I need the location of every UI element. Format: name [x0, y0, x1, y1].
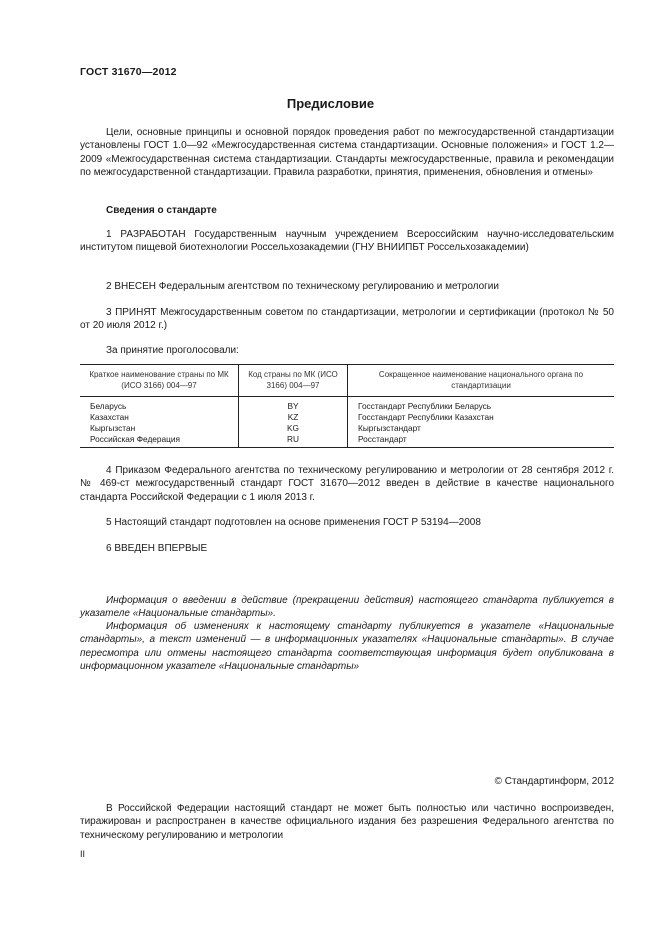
table-header-row	[80, 365, 614, 397]
item-5-basis: 5 Настоящий стандарт подготовлен на основе применения ГОСТ Р 53194—2008	[106, 517, 481, 528]
country-cell: Российская Федерация	[80, 434, 239, 448]
standard-info-heading: Сведения о стандарте	[106, 205, 217, 216]
code-cell: KG	[239, 423, 348, 434]
country-cell: Беларусь	[90, 401, 127, 411]
body-cell: Росстандарт	[348, 434, 615, 448]
country-cell: Кыргызстан	[90, 423, 136, 433]
item-3-adopted: 3 ПРИНЯТ Межгосударственным советом по стандартизации, метрологии и сертификации (протокол № 50 от 20 июля 2012 г.)	[80, 307, 614, 332]
copyright-line: © Стандартинформ, 2012	[494, 776, 614, 787]
code-cell: RU	[239, 434, 348, 448]
column-header-country: Краткое наименование страны по МК (ИСО 3166) 004—97	[80, 365, 239, 397]
item-6-first-introduced: 6 ВВЕДЕН ВПЕРВЫЕ	[106, 543, 208, 554]
item-1-developed: 1 РАЗРАБОТАН Государственным научным учреждением Всероссийским научно-исследовательским институтом пищевой биотехнологии Россельхозакадемии (ГНУ ВНИИПБТ Россельхозакадемии)	[80, 229, 614, 254]
page-number: II	[80, 849, 86, 859]
document-code-header: ГОСТ 31670—2012	[80, 66, 177, 78]
table-row	[80, 412, 614, 423]
table-row	[80, 434, 614, 448]
item-2-introduced: 2 ВНЕСЕН Федеральным агентством по техническому регулированию и метрологии	[106, 281, 499, 292]
table-row	[80, 397, 614, 413]
country-cell: Казахстан	[90, 412, 129, 422]
column-header-body: Сокращенное наименование национального органа по стандартизации	[348, 365, 615, 397]
column-header-code: Код страны по МК (ИСО 3166) 004—97	[239, 365, 348, 397]
voting-countries-table	[80, 364, 614, 448]
item-4-order: 4 Приказом Федерального агентства по техническому регулированию и метрологии от 28 сентября 2012 г. № 469-ст межгосударственный стандарт ГОСТ 31670—2012 введен в действие в качестве национального стандарта Российской Федерации с 1 июля 2013 г.	[80, 465, 614, 503]
body-cell: Госстандарт Республики Казахстан	[348, 412, 615, 423]
body-cell: Госстандарт Республики Беларусь	[348, 397, 615, 413]
notice-paragraph-2: Информация об изменениях к настоящему стандарту публикуется в указателе «Национальные стандарты», а текст изменений — в информационных указателях «Национальные стандарты». В случае пересмотра или отмены настоящего стандарта соответствующая информация будет опубликована в информационном указателе «Национальные стандарты»	[80, 621, 614, 673]
notice-paragraph-1: Информация о введении в действие (прекращении действия) настоящего стандарта публикуется в указателе «Национальные стандарты».	[80, 595, 614, 620]
table-row	[80, 423, 614, 434]
vote-intro: За принятие проголосовали:	[106, 345, 239, 356]
preface-title: Предисловие	[286, 96, 375, 111]
code-cell: BY	[239, 397, 348, 413]
code-cell: KZ	[239, 412, 348, 423]
reproduction-notice: В Российской Федерации настоящий стандарт не может быть полностью или частично воспроизведен, тиражирован и распространен в качестве официального издания без разрешения Федерального агентства по техническому регулированию и метрологии	[80, 803, 614, 841]
body-cell: Кыргызстандарт	[348, 423, 615, 434]
preface-intro-paragraph: Цели, основные принципы и основной порядок проведения работ по межгосударственной стандартизации установлены ГОСТ 1.0—92 «Межгосударственная система стандартизации. Основные положения» и ГОСТ 1.2—2009 «Межгосударственная система стандартизации. Стандарты межгосударственные, правила и рекомендации по межгосударственной стандартизации. Правила разработки, принятия, применения, обновления и отмены»	[80, 127, 614, 179]
